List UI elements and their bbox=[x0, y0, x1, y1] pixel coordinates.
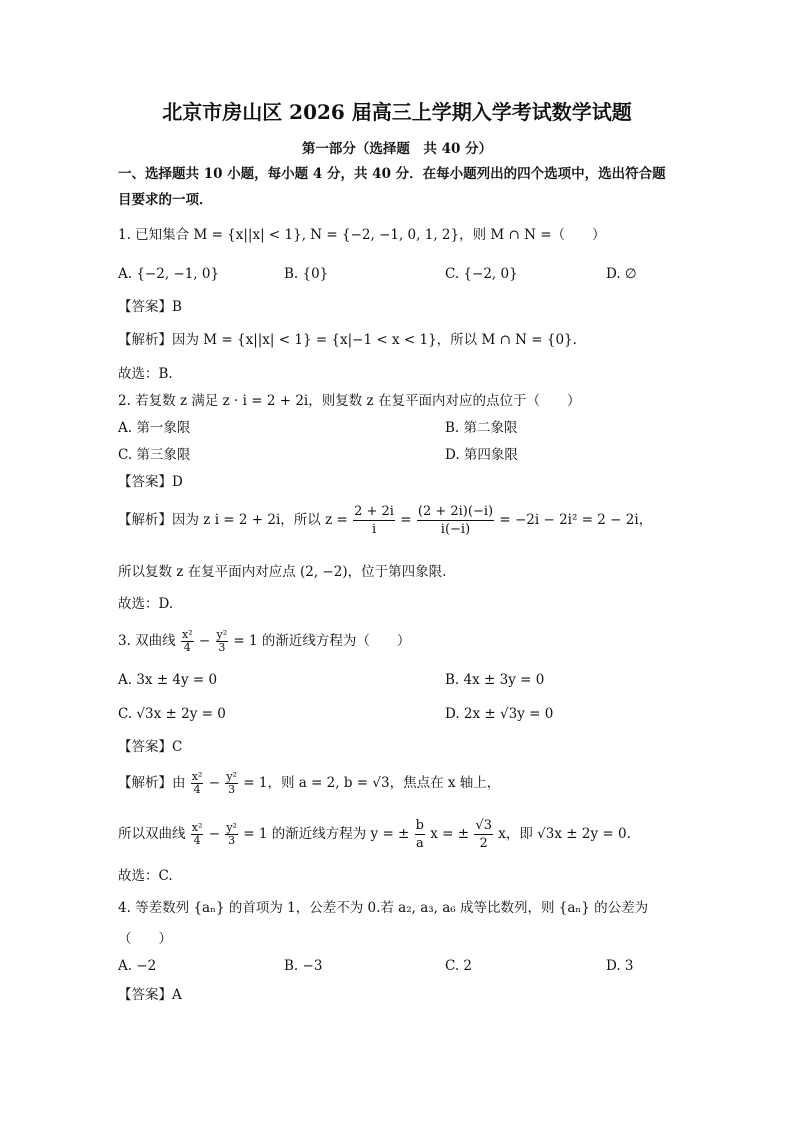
q2-option-c: C. 第三象限 bbox=[118, 447, 191, 463]
q4-stem-cont: （ ） bbox=[118, 931, 172, 947]
q1-analysis: 【解析】因为 M = {x||x| < 1} = {x|−1 < x < 1}，所以 M ∩ N = {0}. bbox=[118, 332, 577, 348]
q4-option-b: B. −3 bbox=[284, 958, 323, 974]
q2-fraction-1-den: i bbox=[371, 522, 377, 537]
q3-analysis2-frac-sqrt3 bbox=[474, 817, 493, 852]
q3-analysis2-frac-y bbox=[225, 822, 238, 847]
q2-option-d: D. 第四象限 bbox=[445, 447, 518, 463]
q3-analysis2-frac-x-num: x² bbox=[191, 821, 203, 834]
q3-analysis2-frac-sqrt3-den: 2 bbox=[479, 836, 488, 851]
q2-option-b: B. 第二象限 bbox=[445, 420, 518, 436]
q2-conclusion: 故选：D. bbox=[118, 596, 174, 612]
q3-stem-suffix: = 1 的渐近线方程为（ ） bbox=[233, 633, 411, 649]
q3-analysis-frac-y-den: 3 bbox=[228, 783, 236, 796]
q3-analysis-frac-x bbox=[191, 771, 204, 796]
q3-analysis2-suffix: x，即 √3x ± 2y = 0. bbox=[498, 826, 631, 842]
q2-analysis: 【解析】因为 z i = 2 + 2i，所以 z = $\frac{2 + 2i}{i}$ = $\frac{(2 + 2i)(-i)}{i(-i)}$ = −2i − 2i² = 2 − 2i， bbox=[118, 504, 653, 537]
q3-analysis-frac-y-num: y² bbox=[226, 770, 237, 783]
q3-analysis-suffix: = 1，则 a = 2, b = √3，焦点在 x 轴上， bbox=[243, 775, 501, 791]
q3-analysis2-frac-ba bbox=[415, 817, 425, 852]
q2-fraction-2-num: (2 + 2i)(−i) bbox=[417, 504, 494, 519]
q2-fraction-1-num: 2 + 2i bbox=[354, 504, 394, 519]
q2-fraction-2-den: i(−i) bbox=[440, 522, 471, 537]
q3-analysis: 【解析】由 $\frac{\text{x²}}{4}$ − $\frac{\text{y²}}{3}$ = 1，则 a = 2, b = √3，焦点在 x 轴上， bbox=[118, 770, 501, 796]
q2-analysis-line-2: 所以复数 z 在复平面内对应点 (2, −2)，位于第四象限. bbox=[118, 564, 447, 580]
q3-analysis2-prefix: 所以双曲线 bbox=[118, 826, 186, 842]
q3-stem-prefix: 3. 双曲线 bbox=[118, 633, 176, 649]
q3-stem-frac-y-num: y² bbox=[216, 628, 228, 641]
section-subtitle: 第一部分（选择题 共 40 分） bbox=[301, 141, 493, 157]
q3-stem-frac-y bbox=[216, 629, 229, 654]
q3-analysis2-frac-x bbox=[191, 822, 204, 847]
q3-analysis-line-2: 所以双曲线 $\frac{\text{x²}}{4}$ − $\frac{\text{y²}}{3}$ = 1 的渐近线方程为 y = ± $\frac{b}{a}$ x = ± $\frac{√3}{2}$ x，即 √3x ± 2y = 0. bbox=[118, 818, 631, 851]
q2-fraction-2 bbox=[417, 503, 494, 538]
q3-analysis2-frac-ba-den: a bbox=[415, 836, 424, 851]
q3-option-a: A. 3x ± 4y = 0 bbox=[118, 672, 218, 688]
q1-stem: 1. 已知集合 M = {x||x| < 1}, N = {−2, −1, 0, 1, 2}，则 M ∩ N =（ ） bbox=[118, 227, 606, 243]
q2-analysis-suffix: = −2i − 2i² = 2 − 2i， bbox=[499, 512, 653, 528]
q1-answer: 【答案】B bbox=[118, 299, 182, 315]
q3-answer: 【答案】C bbox=[118, 739, 183, 755]
q2-option-a: A. 第一象限 bbox=[118, 420, 191, 436]
q3-analysis2-frac-y-den: 3 bbox=[228, 834, 236, 847]
q4-option-a: A. −2 bbox=[118, 958, 157, 974]
q3-analysis2-frac-ba-num: b bbox=[415, 818, 424, 833]
q2-analysis-prefix: 【解析】因为 z i = 2 + 2i，所以 z = bbox=[118, 512, 348, 528]
section-intro-line-1: 一、选择题共 10 小题，每小题 4 分，共 40 分．在每小题列出的四个选项中，选出符合题 bbox=[118, 166, 666, 182]
q3-stem-frac-x-den: 4 bbox=[183, 641, 191, 654]
q3-stem-frac-x bbox=[181, 629, 194, 654]
q3-stem-frac-y-den: 3 bbox=[218, 641, 226, 654]
q1-option-b: B. {0} bbox=[284, 266, 329, 282]
q3-option-c: C. √3x ± 2y = 0 bbox=[118, 706, 226, 722]
q3-analysis2-frac-x-den: 4 bbox=[193, 834, 201, 847]
q4-answer: 【答案】A bbox=[118, 987, 182, 1003]
q1-option-a: A. {−2, −1, 0} bbox=[118, 266, 220, 282]
q3-analysis-prefix: 【解析】由 bbox=[118, 775, 186, 791]
q2-stem: 2. 若复数 z 满足 z · i = 2 + 2i，则复数 z 在复平面内对应的点位于（ ） bbox=[118, 393, 581, 409]
q3-analysis2-mid2: x = ± bbox=[430, 826, 470, 842]
q4-option-d: D. 3 bbox=[606, 958, 634, 974]
q2-fraction-1 bbox=[353, 503, 395, 538]
q4-option-c: C. 2 bbox=[445, 958, 473, 974]
q3-stem-frac-x-num: x² bbox=[181, 628, 193, 641]
q3-analysis-frac-y bbox=[225, 771, 238, 796]
q3-analysis-frac-x-num: x² bbox=[191, 770, 203, 783]
q1-option-d: D. ∅ bbox=[606, 266, 637, 282]
q4-stem: 4. 等差数列 {aₙ} 的首项为 1，公差不为 0.若 a₂, a₃, a₆ 成等比数列，则 {aₙ} 的公差为 bbox=[118, 900, 649, 916]
q3-analysis2-mid: = 1 的渐近线方程为 y = ± bbox=[243, 826, 410, 842]
page-title: 北京市房山区 2026 届高三上学期入学考试数学试题 bbox=[162, 100, 632, 124]
q3-option-b: B. 4x ± 3y = 0 bbox=[445, 672, 545, 688]
q3-analysis2-frac-y-num: y² bbox=[226, 821, 237, 834]
q3-option-d: D. 2x ± √3y = 0 bbox=[445, 706, 554, 722]
q1-option-c: C. {−2, 0} bbox=[445, 266, 518, 282]
q2-answer: 【答案】D bbox=[118, 474, 183, 490]
q1-conclusion: 故选：B. bbox=[118, 366, 173, 382]
q3-analysis-frac-x-den: 4 bbox=[193, 783, 201, 796]
q3-analysis2-frac-sqrt3-num: √3 bbox=[475, 818, 492, 833]
q3-stem: 3. 双曲线 $\frac{\text{x²}}{4}$ − $\frac{\text{y²}}{3}$ = 1 的渐近线方程为（ ） bbox=[118, 628, 411, 654]
q3-conclusion: 故选：C. bbox=[118, 868, 173, 884]
section-intro-line-2: 目要求的一项． bbox=[118, 192, 213, 208]
